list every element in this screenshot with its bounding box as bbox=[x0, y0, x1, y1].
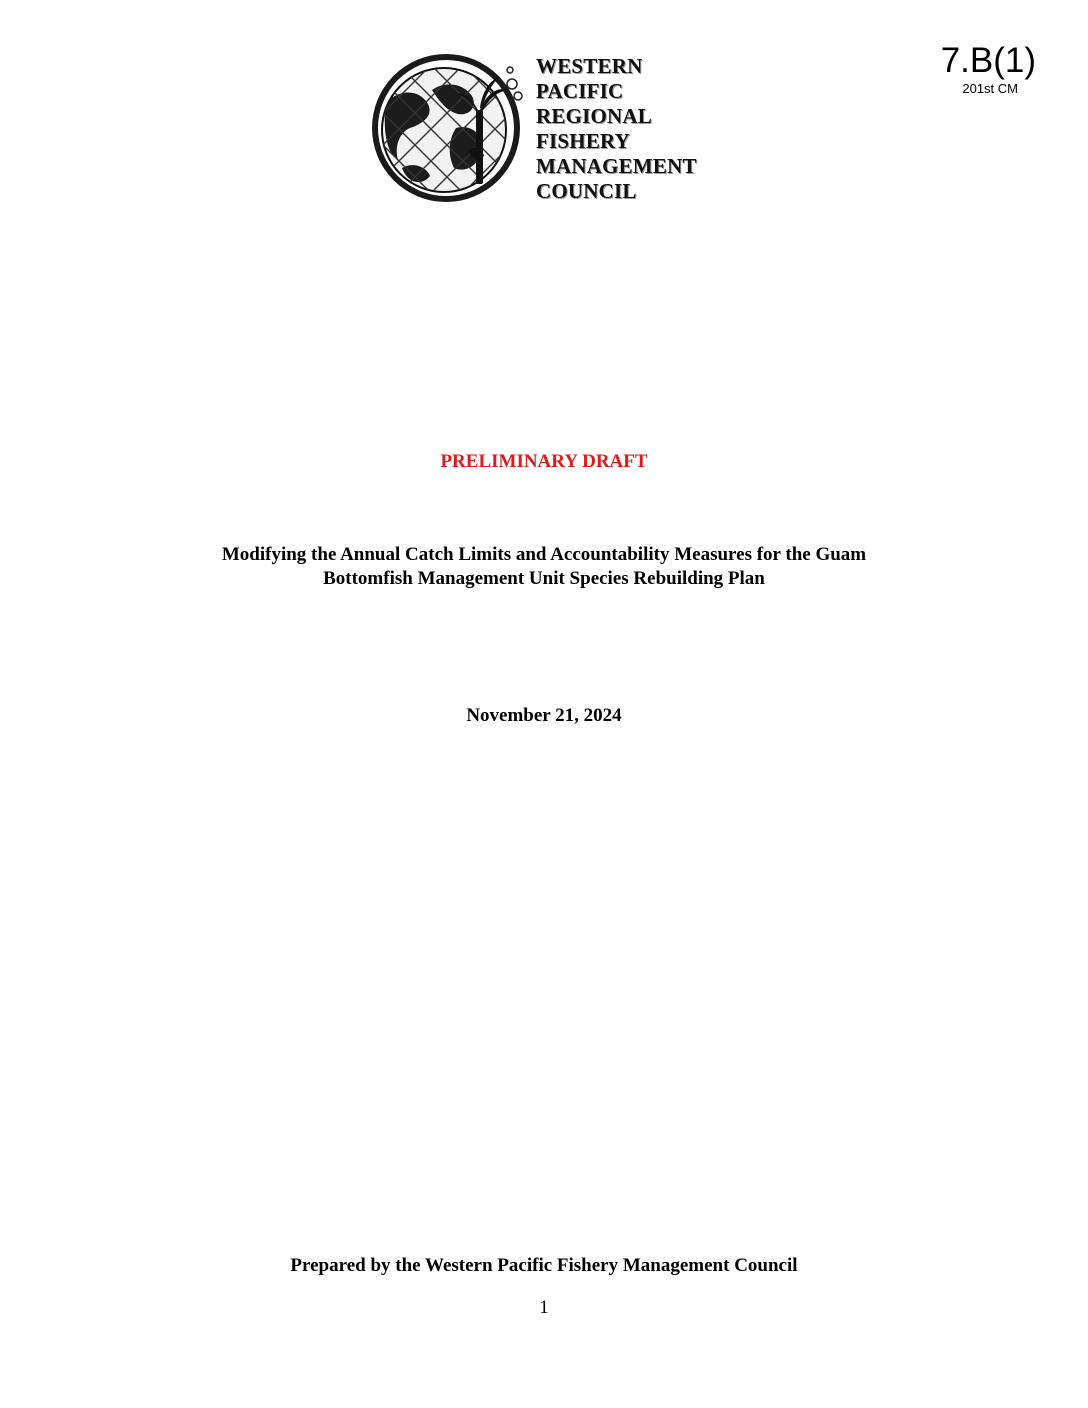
document-title-line: Bottomfish Management Unit Species Rebuilding Plan bbox=[323, 568, 765, 589]
logo-text-line: WESTERN bbox=[536, 54, 643, 78]
agenda-item-number: 7.B(1) bbox=[940, 41, 1036, 80]
council-logo-wordmark bbox=[536, 54, 697, 204]
prepared-by-statement: Prepared by the Western Pacific Fishery Management Council bbox=[290, 1255, 798, 1276]
logo-text-line: COUNCIL bbox=[536, 179, 637, 203]
council-logo bbox=[372, 50, 712, 208]
logo-text-line: FISHERY bbox=[536, 129, 631, 153]
meeting-label: 201st CM bbox=[962, 81, 1018, 96]
logo-text-line: PACIFIC bbox=[536, 79, 624, 103]
logo-text-line: MANAGEMENT bbox=[536, 154, 697, 178]
page-number: 1 bbox=[539, 1297, 549, 1318]
draft-status-label: PRELIMINARY DRAFT bbox=[440, 451, 648, 472]
document-title bbox=[100, 543, 988, 591]
document-date: November 21, 2024 bbox=[466, 705, 622, 726]
logo-text-line: REGIONAL bbox=[536, 104, 652, 128]
council-globe-emblem-icon bbox=[372, 50, 530, 208]
document-title-line: Modifying the Annual Catch Limits and Accountability Measures for the Guam bbox=[221, 544, 867, 565]
